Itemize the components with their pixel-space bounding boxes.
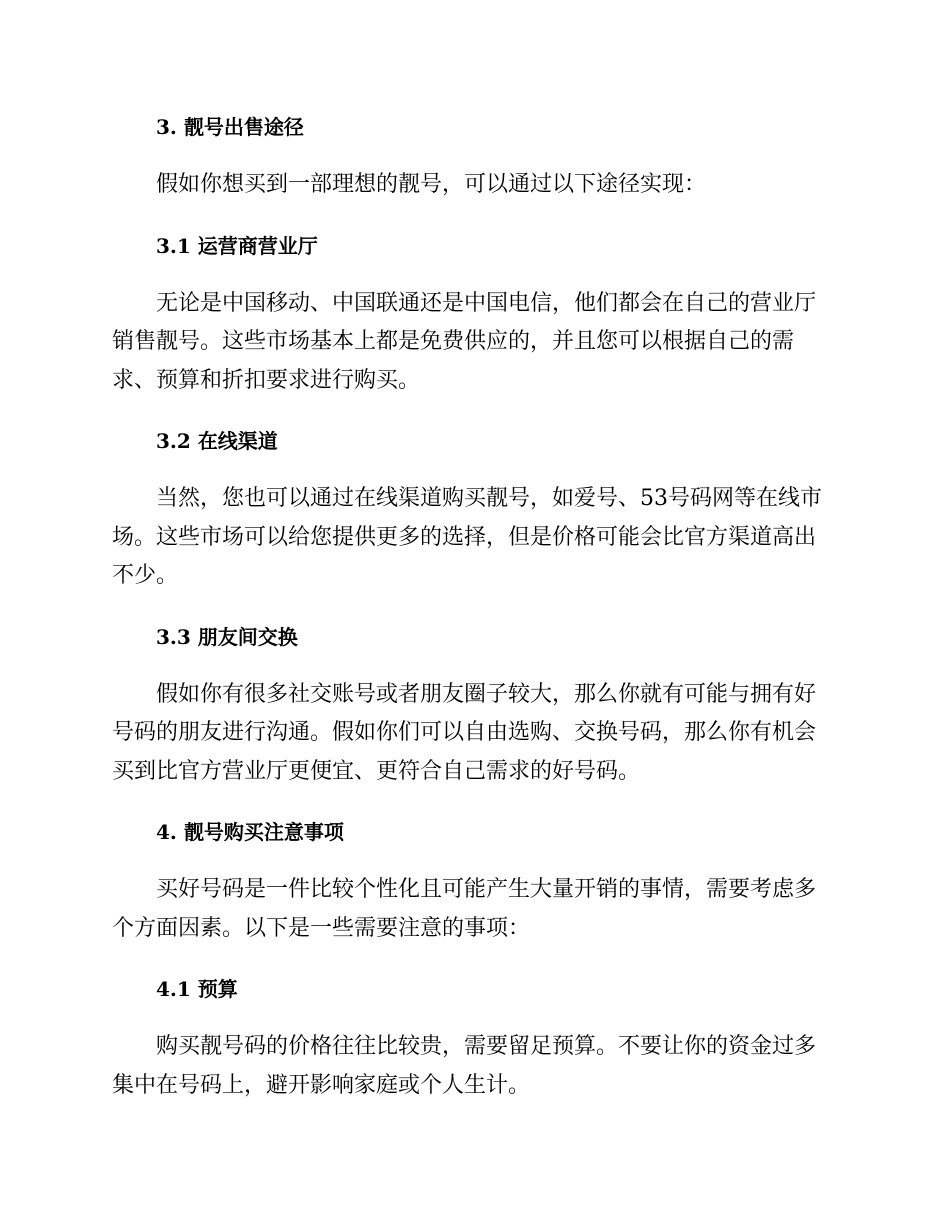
section-heading-4: 4. 靓号购买注意事项 bbox=[156, 820, 344, 844]
section-4-1-paragraph: 购买靓号码的价格往往比较贵，需要留足预算。不要让你的资金过多集中在号码上，避开影响家庭或个人生计。 bbox=[112, 1034, 817, 1098]
section-heading-3-3: 3.3 朋友间交换 bbox=[156, 624, 298, 649]
section-3-1-paragraph: 无论是中国移动、中国联通还是中国电信，他们都会在自己的营业厅销售靓号。这些市场基本上都是免费供应的，并且您可以根据自己的需求、预算和折扣要求进行购买。 bbox=[112, 290, 817, 393]
document-body bbox=[112, 108, 832, 1105]
section-heading-3-2: 3.2 在线渠道 bbox=[156, 429, 278, 453]
section-heading-3: 3. 靓号出售途径 bbox=[156, 115, 304, 139]
section-3-paragraph: 假如你想买到一部理想的靓号，可以通过以下途径实现： bbox=[156, 172, 707, 197]
section-heading-4-1: 4.1 预算 bbox=[156, 977, 238, 1001]
section-3-2-paragraph: 当然，您也可以通过在线渠道购买靓号，如爱号、53号码网等在线市场。这些市场可以给您提供更多的选择，但是价格可能会比官方渠道高出不少。 bbox=[112, 486, 822, 588]
section-4-paragraph: 买好号码是一件比较个性化且可能产生大量开销的事情，需要考虑多个方面因素。以下是一些需要注意的事项： bbox=[112, 877, 817, 941]
section-3-3-paragraph: 假如你有很多社交账号或者朋友圈子较大，那么你就有可能与拥有好号码的朋友进行沟通。假如你们可以自由选购、交换号码，那么你有机会买到比官方营业厅更便宜、更符合自己需求的好号码。 bbox=[112, 681, 817, 784]
section-heading-3-1: 3.1 运营商营业厅 bbox=[156, 233, 318, 258]
